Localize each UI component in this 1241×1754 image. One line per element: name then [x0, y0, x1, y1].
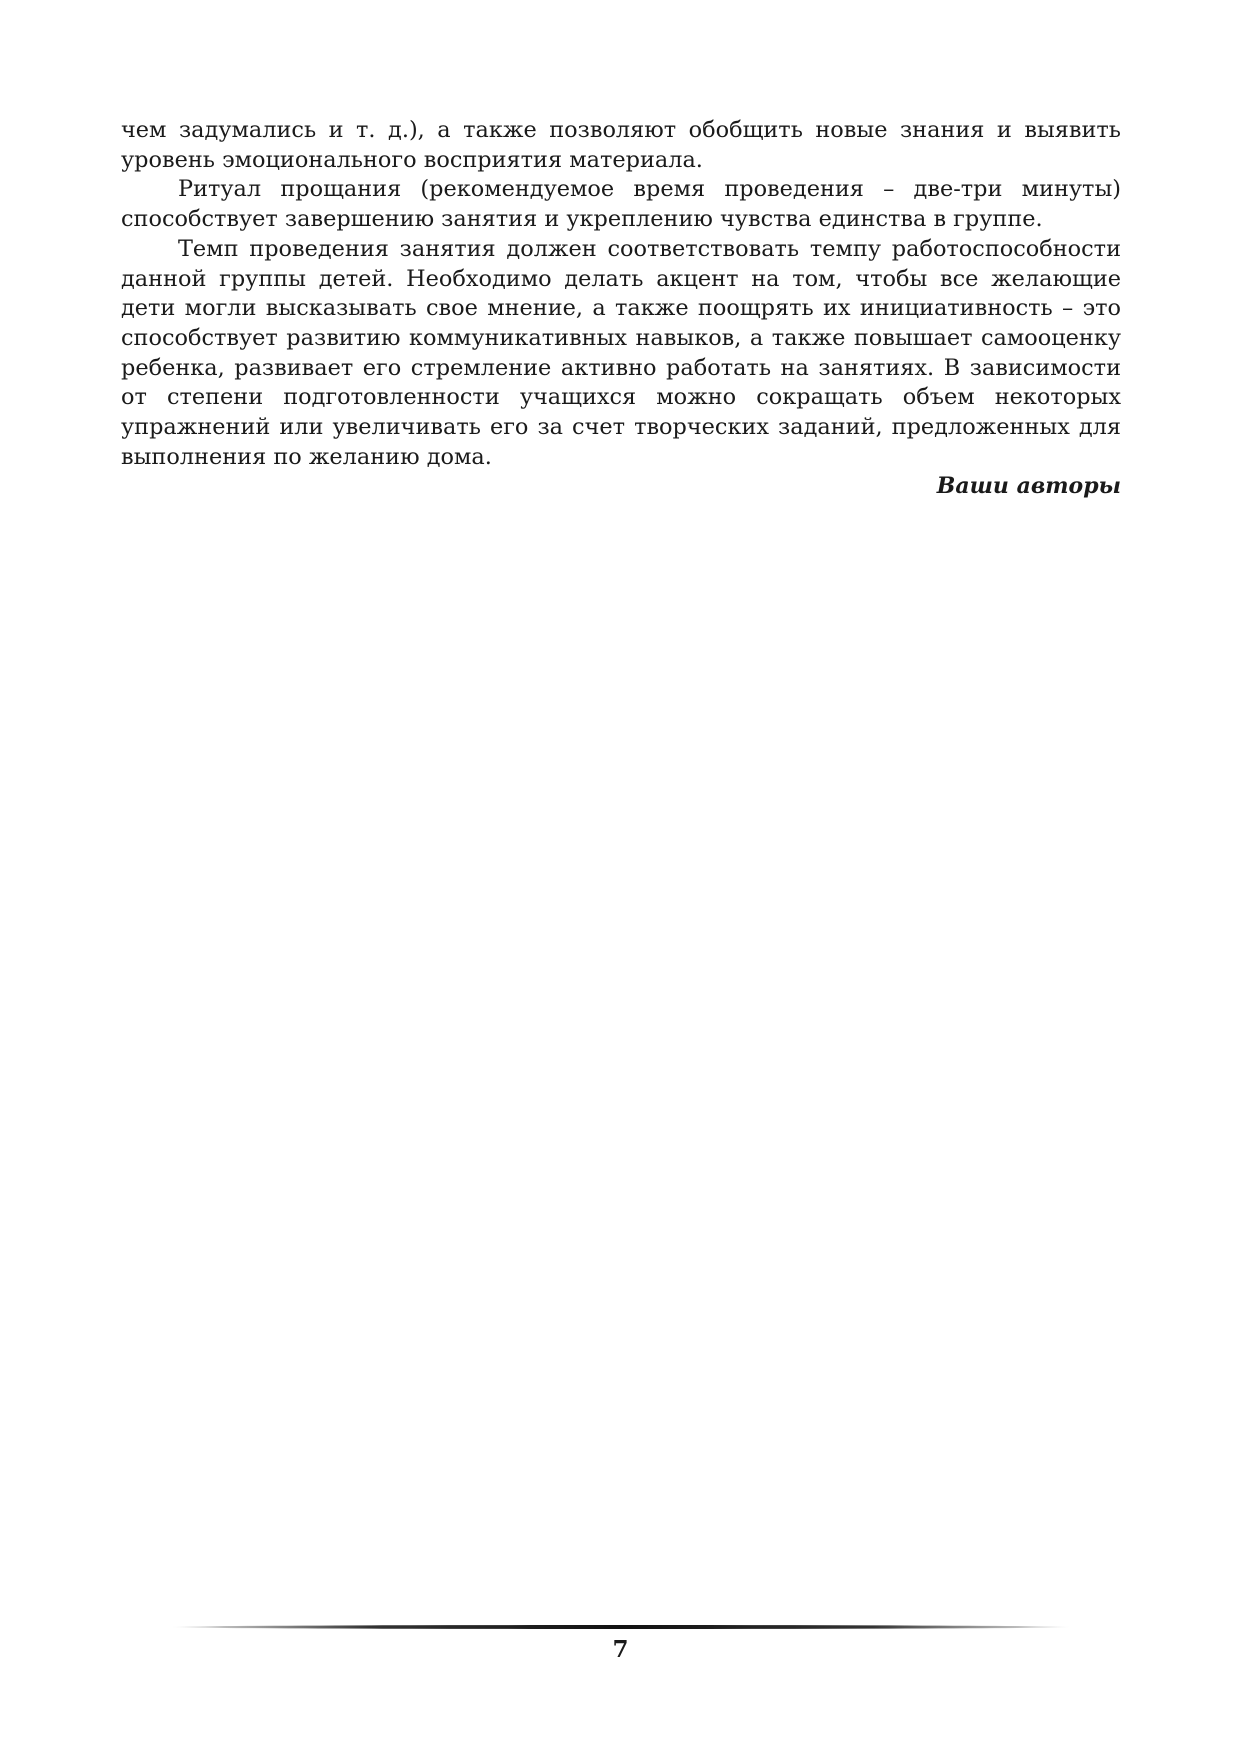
page-body	[121, 116, 1121, 502]
paragraph-lesson-pace: Темп проведения занятия должен соответствовать темпу работоспособности данной группы детей. Необходимо делать акцент на том, чтобы все желающие дети могли высказывать свое мнение, а также поощрять их инициативность – это способствует развитию коммуникативных навыков, а также повышает самооценку ребенка, развивает его стремление активно работать на занятиях. В зависимости от степени подготовленности учащихся можно сокращать объем некоторых упражнений или увеличивать его за счет творческих заданий, предложенных для выполнения по желанию дома.	[121, 235, 1121, 470]
signature-authors: Ваши авторы	[936, 473, 1121, 500]
footer-divider	[172, 1625, 1070, 1629]
page-number: 7	[612, 1636, 629, 1663]
paragraph-farewell-ritual: Ритуал прощания (рекомендуемое время проведения – две-три минуты) способствует завершению занятия и укреплению чувства единства в группе.	[121, 176, 1121, 233]
paragraph-continuation: чем задумались и т. д.), а также позволяют обобщить новые знания и выявить уровень эмоционального восприятия материала.	[121, 117, 1121, 173]
